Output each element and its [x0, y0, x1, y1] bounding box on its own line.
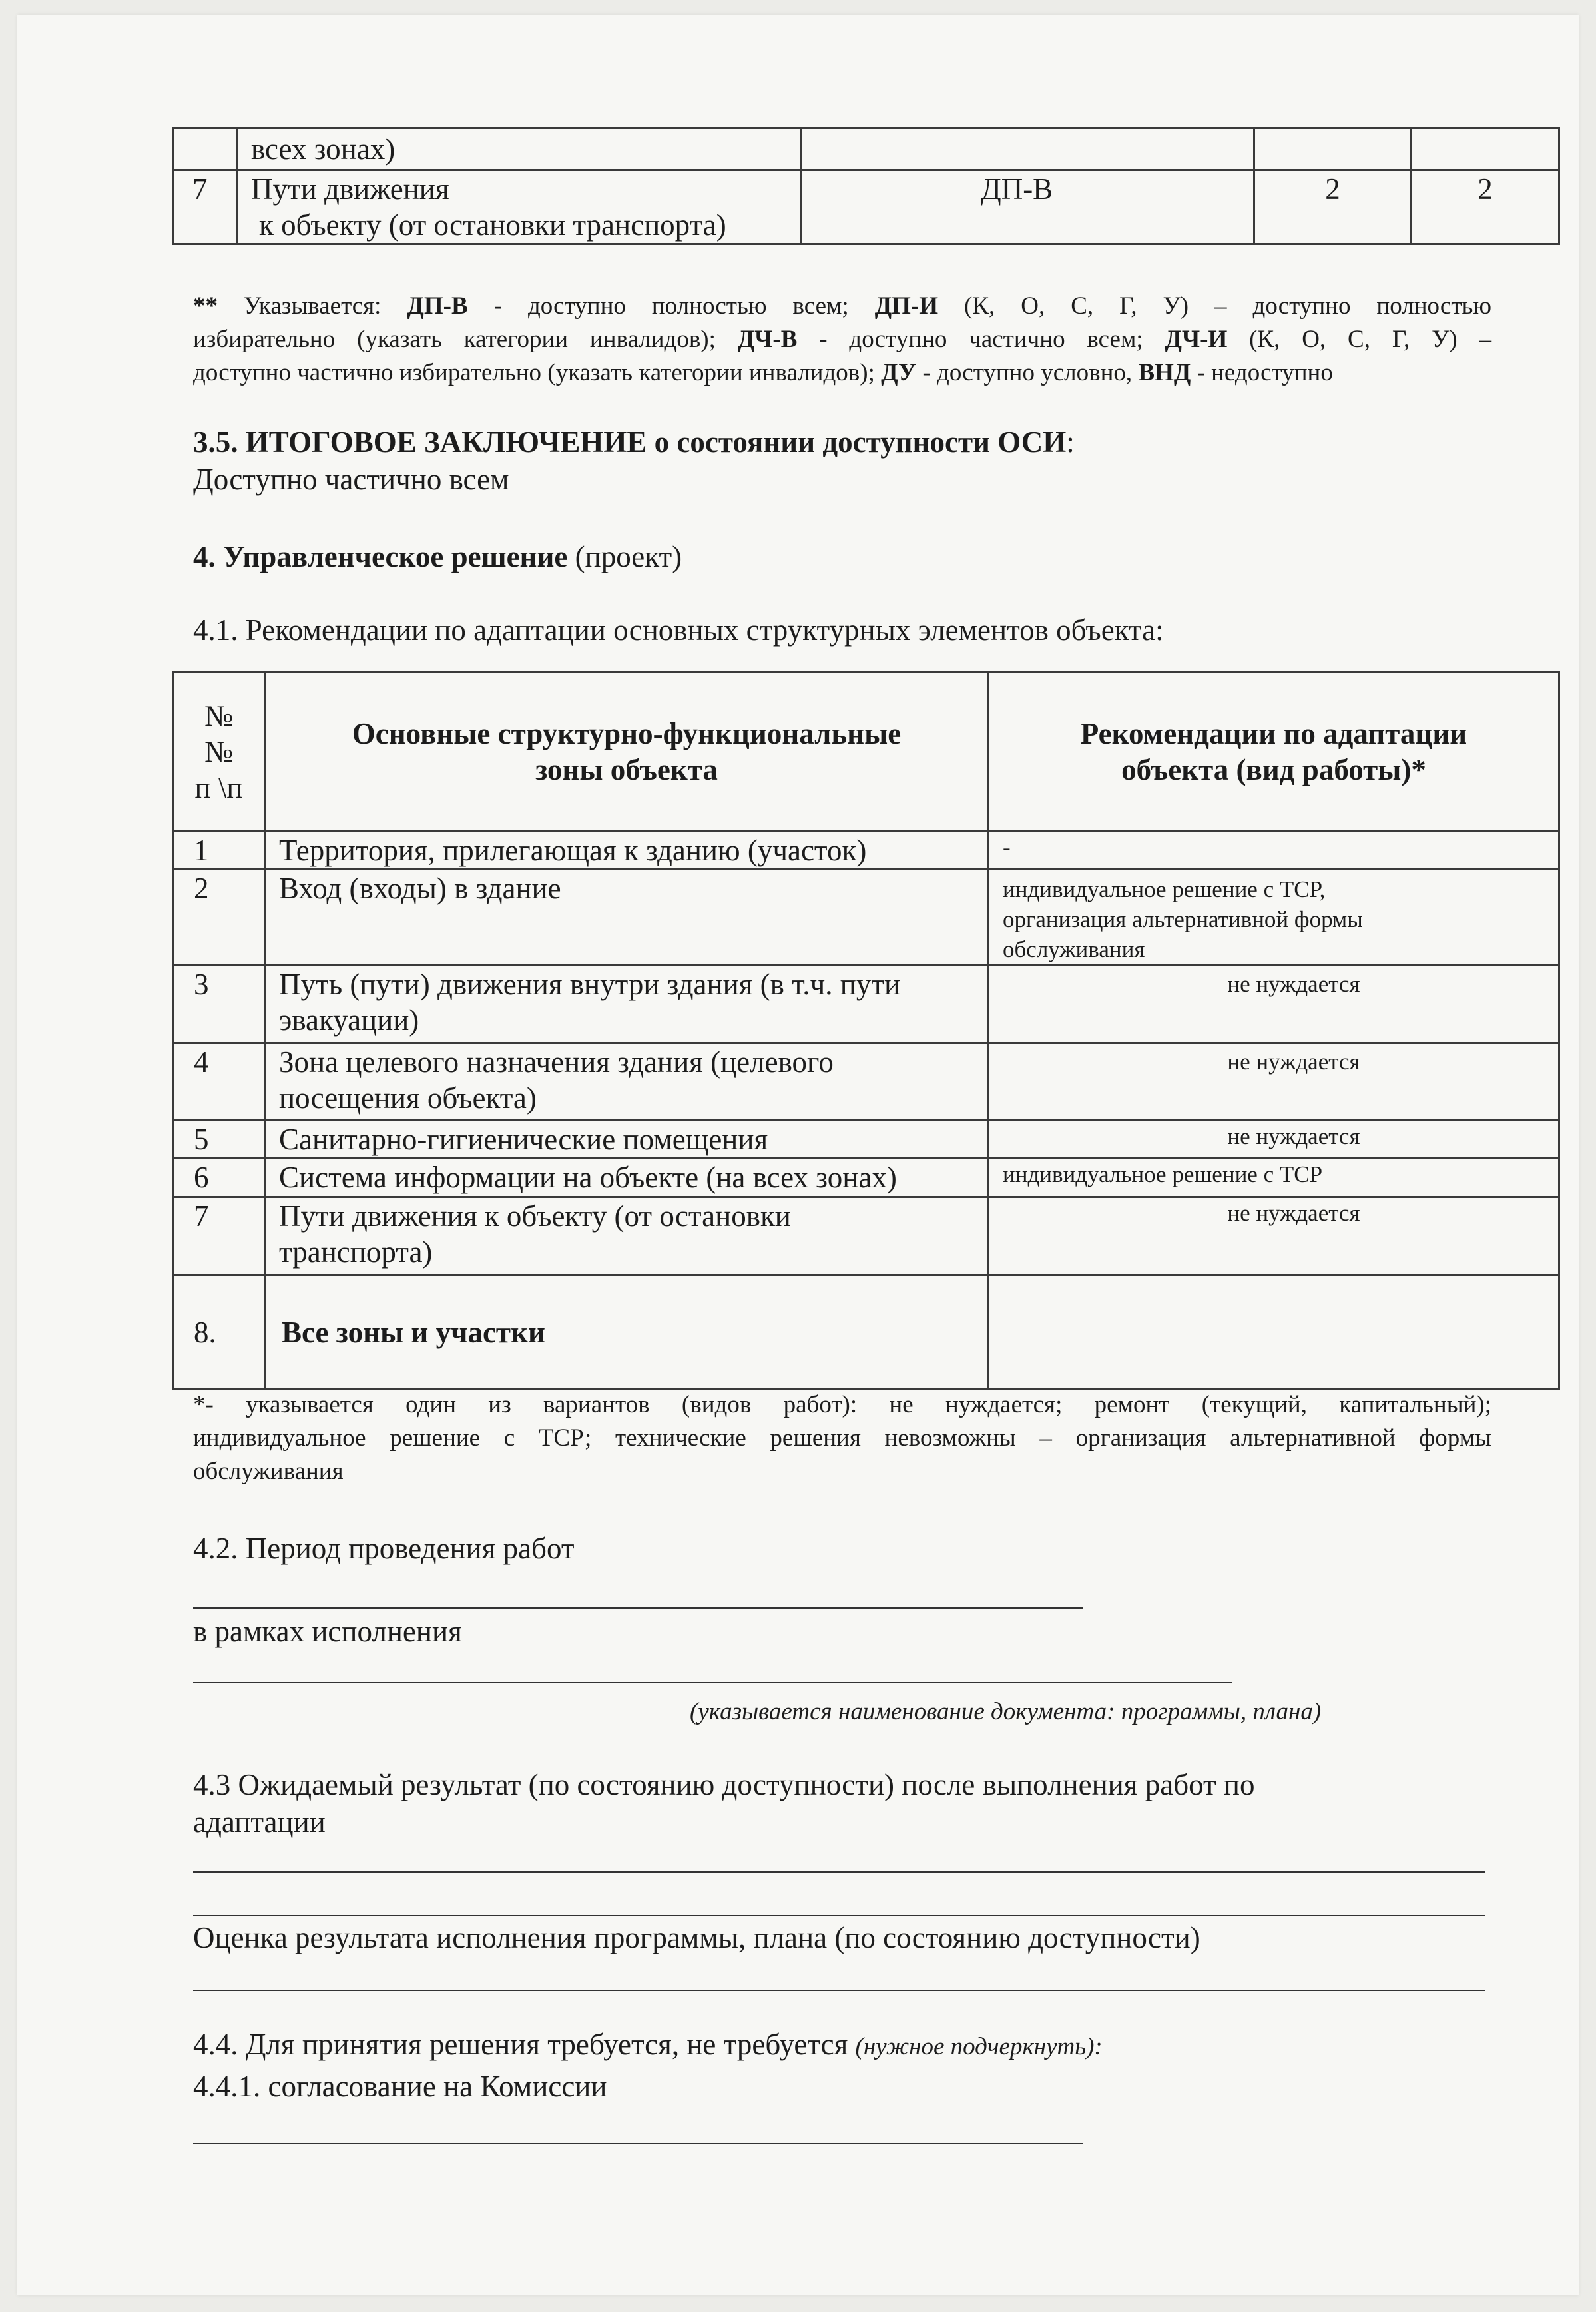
zone-name: Зона целевого назначения здания (целевого [279, 1045, 834, 1079]
work-types-footnote [193, 1388, 1491, 1488]
accessibility-conclusion: Доступно частично всем [193, 463, 509, 496]
result-fill-line [193, 1915, 1485, 1916]
table-row [173, 1043, 1559, 1121]
section-4-4-1: 4.4.1. согласование на Комиссии [193, 2070, 607, 2103]
note-text: (К, О, С, Г, У) – [1249, 326, 1492, 353]
note-text: доступно частично избирательно (указать категории инвалидов); [193, 359, 875, 386]
note-text: (К, О, С, Г, У) – доступно полностью [964, 292, 1492, 320]
zone-name: Пути движения к объекту (от остановки [279, 1199, 791, 1233]
note-marker: ** [193, 292, 218, 320]
recommendation: не нуждается [1227, 1123, 1360, 1149]
table-row [173, 1121, 1559, 1159]
zone-name: Система информации на объекте (на всех зонах) [279, 1161, 897, 1194]
zone-name: транспорта) [279, 1235, 433, 1269]
header-num: № [204, 734, 233, 768]
header-recommendations: объекта (вид работы)* [1121, 752, 1426, 786]
section-title-line: 4.3 Ожидаемый результат (по состоянию доступности) после выполнения работ по [193, 1768, 1255, 1801]
evaluation-fill-line [193, 1990, 1485, 1991]
header-zones: Основные структурно-функциональные [352, 717, 902, 750]
row-number: 5 [194, 1123, 209, 1156]
document-fill-line [193, 1682, 1232, 1683]
row-text: всех зонах) [251, 133, 396, 166]
row-number: 7 [192, 172, 208, 206]
recommendation: не нуждается [1227, 1049, 1360, 1075]
section-4-4-title [193, 2026, 1103, 2066]
zone-name: Вход (входы) в здание [279, 872, 561, 905]
zone-name: Территория, прилегающая к зданию (участок) [279, 834, 867, 867]
recommendation: не нуждается [1227, 971, 1360, 997]
recommendation: индивидуальное решение с ТСР, [1003, 876, 1326, 902]
note-text: Указывается: [243, 292, 382, 320]
section-4-heading [193, 538, 682, 575]
table-row [173, 1159, 1559, 1197]
document-name-hint: (указывается наименование документа: программы, плана) [690, 1698, 1322, 1725]
section-4-1-title: 4.1. Рекомендации по адаптации основных структурных элементов объекта: [193, 613, 1164, 647]
underline-hint: (нужное подчеркнуть): [855, 2033, 1103, 2060]
section-4-3-title [193, 1766, 1491, 1841]
header-recommendations: Рекомендации по адаптации [1080, 717, 1467, 750]
row-number: 7 [194, 1199, 209, 1233]
approval-fill-line [193, 2143, 1083, 2144]
row-number: 6 [194, 1161, 209, 1194]
row-name-line: Пути движения [251, 172, 449, 206]
table-row [173, 128, 1559, 170]
note-text: - недоступно [1197, 359, 1333, 386]
row-number: 4 [194, 1045, 209, 1079]
section-heading: 4. Управленческое решение [193, 540, 568, 573]
row-name-line: к объекту (от остановки транспорта) [259, 208, 726, 242]
top-status-table [172, 127, 1560, 245]
evaluation-label: Оценка результата исполнения программы, плана (по состоянию доступности) [193, 1921, 1200, 1954]
note-text: избирательно (указать категории инвалидов); [193, 326, 716, 353]
section-title: 4.4. Для принятия решения требуется, не требуется [193, 2028, 848, 2061]
recommendation: обслуживания [1003, 936, 1145, 962]
recommendations-table [172, 671, 1560, 1390]
recommendation: не нуждается [1227, 1200, 1360, 1226]
code-dp-v: ДП-В [407, 292, 468, 320]
code-dch-v: ДЧ-В [737, 326, 798, 353]
footnote-line: обслуживания [193, 1458, 344, 1485]
zone-name: Путь (пути) движения внутри здания (в т.ч. пути [279, 968, 901, 1001]
recommendation: - [1003, 834, 1011, 860]
zone-name: эвакуации) [279, 1004, 419, 1037]
footnote-line: индивидуальное решение с ТСР; технические решения невозможны – организация альтернативной формы [193, 1424, 1491, 1452]
row-number: 2 [194, 872, 209, 905]
header-zones: зоны объекта [535, 752, 718, 786]
code-dch-i: ДЧ-И [1165, 326, 1228, 353]
table-row [173, 1197, 1559, 1275]
period-fill-line [193, 1607, 1083, 1609]
zone-name: Санитарно-гигиенические помещения [279, 1123, 768, 1156]
section-4-2-title: 4.2. Период проведения работ [193, 1532, 575, 1565]
code-vnd: ВНД [1138, 359, 1191, 386]
heading-colon: : [1066, 426, 1075, 459]
score-b: 2 [1477, 172, 1493, 206]
note-text: - доступно частично всем; [819, 326, 1143, 353]
footnote-line: *- указывается один из вариантов (видов работ): не нуждается; ремонт (текущий, капитальный); [193, 1391, 1491, 1418]
section-3-5 [193, 424, 1491, 498]
note-text: - доступно условно, [922, 359, 1133, 386]
table-row [173, 966, 1559, 1043]
table-header-row [173, 672, 1559, 832]
in-scope-label: в рамках исполнения [193, 1615, 462, 1648]
row-number: 8. [194, 1315, 216, 1349]
document-page [17, 15, 1579, 2295]
code-dp-i: ДП-И [874, 292, 939, 320]
recommendation: организация альтернативной формы [1003, 906, 1363, 932]
zone-name: Все зоны и участки [282, 1315, 545, 1349]
note-text: - доступно полностью всем; [493, 292, 849, 320]
row-number: 3 [194, 968, 209, 1001]
table-row [173, 870, 1559, 966]
status-code: ДП-В [981, 172, 1053, 206]
zone-name: посещения объекта) [279, 1081, 537, 1115]
header-num: № [204, 699, 233, 732]
row-number: 1 [194, 834, 209, 867]
table-row [173, 832, 1559, 870]
recommendation: индивидуальное решение с ТСР [1003, 1161, 1323, 1187]
header-num: п \п [194, 770, 243, 804]
result-fill-line [193, 1871, 1485, 1873]
table-row [173, 170, 1559, 244]
table-row [173, 1275, 1559, 1390]
section-heading-note: (проект) [575, 540, 682, 573]
status-legend-note [193, 290, 1491, 390]
code-du: ДУ [881, 359, 917, 386]
section-heading: 3.5. ИТОГОВОЕ ЗАКЛЮЧЕНИЕ о состоянии доступности ОСИ [193, 426, 1067, 459]
score-a: 2 [1325, 172, 1340, 206]
section-title-line: адаптации [193, 1805, 326, 1839]
